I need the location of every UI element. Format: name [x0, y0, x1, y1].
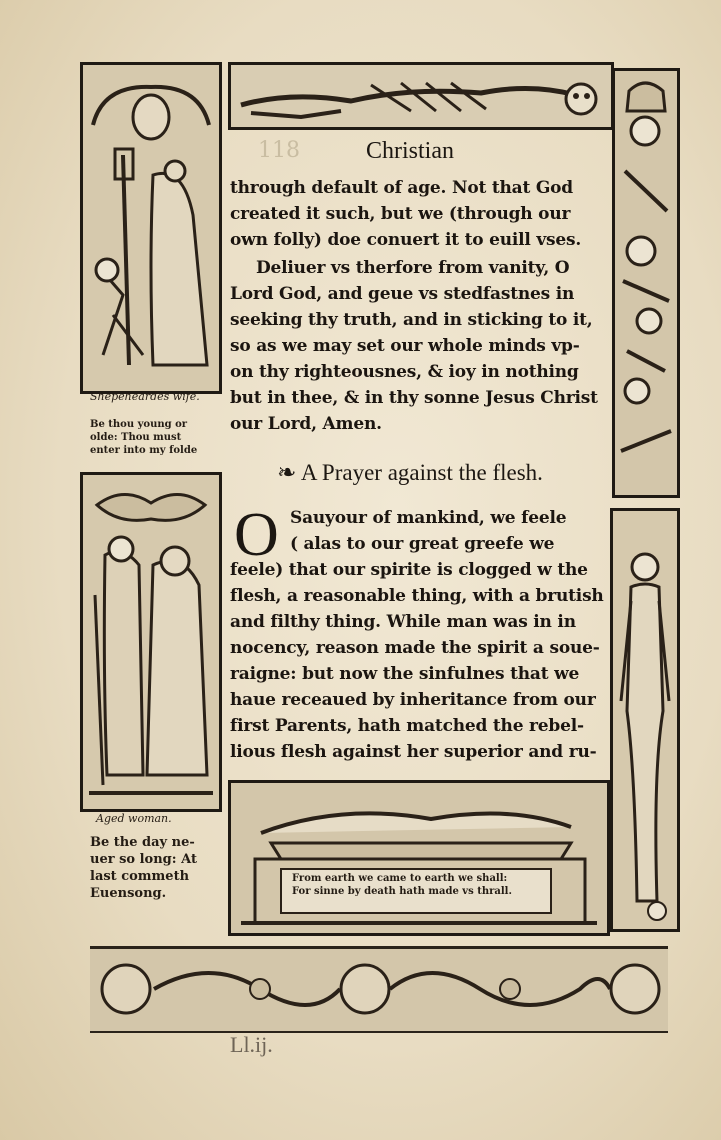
body-line: so as we may set our whole minds vp- [230, 336, 580, 356]
verse-line: Be the day ne- [90, 835, 195, 850]
caption-shepherds-wife: Shepeheardes wife. [90, 390, 200, 403]
reclining-skeleton-illustration [231, 65, 611, 127]
verse-line: enter into my folde [90, 445, 198, 456]
inscription-line: From earth we came to earth we shall: [292, 873, 508, 884]
prayer-line: Sauyour of mankind, we feele [290, 508, 567, 528]
prayer-line: nocency, reason made the spirit a soue- [230, 638, 600, 658]
prayer-line: first Parents, hath matched the rebel- [230, 716, 584, 736]
prayer-title: ❧ A Prayer against the flesh. [277, 460, 543, 485]
body-line: Lord God, and geue vs stedfastnes in [230, 284, 575, 304]
body-line: own folly) doe conuert it to euill vses. [230, 230, 582, 250]
prayer-line: ( alas to our great greefe we [290, 534, 555, 554]
verse-shepherds-wife [90, 418, 197, 457]
body-line: through default of age. Not that God [230, 178, 573, 198]
caption-aged-woman: Aged woman. [96, 812, 172, 825]
verse-line: Be thou young or [90, 419, 188, 430]
inscription-line: For sinne by death hath made vs thrall. [292, 886, 512, 897]
bottom-tomb-woodcut [228, 780, 610, 936]
show-through-page-number: 118 [258, 138, 300, 163]
prayer-line: feele) that our spirite is clogged w the [230, 560, 588, 580]
verse-line: uer so long: At [90, 852, 197, 867]
verse-aged-woman [90, 834, 197, 902]
prayer-line: raigne: but now the sinfulnes that we [230, 664, 580, 684]
body-line: Deliuer vs therfore from vanity, O [256, 258, 570, 278]
corpse-on-tomb-illustration [231, 783, 607, 933]
body-line: seeking thy truth, and in sticking to it, [230, 310, 593, 330]
prayer-line: haue receaued by inheritance from our [230, 690, 596, 710]
foliage-and-masks-ornament [90, 949, 668, 1031]
ornamental-border-band [90, 946, 668, 1033]
left-woodcut-aged-woman [80, 472, 222, 812]
body-line: but in thee, & in thy sonne Jesus Christ [230, 388, 598, 408]
death-and-old-woman-illustration [83, 475, 219, 809]
prayer-line: flesh, a reasonable thing, with a brutish [230, 586, 604, 606]
left-woodcut-shepherds-wife [80, 62, 222, 394]
signature-mark: Ll.ij. [230, 1032, 273, 1057]
death-and-shepherdess-illustration [83, 65, 219, 391]
standing-corpse-illustration [613, 511, 677, 929]
drop-capital: O [234, 501, 279, 569]
body-line: created it such, but we (through our [230, 204, 571, 224]
running-head: Christian [366, 138, 454, 164]
body-line: our Lord, Amen. [230, 414, 382, 434]
verse-line: olde: Thou must [90, 432, 182, 443]
right-woodcut-bones [612, 68, 680, 498]
right-woodcut-standing-figure [610, 508, 680, 932]
skulls-and-bones-illustration [615, 71, 677, 495]
prayer-line: and filthy thing. While man was in in [230, 612, 576, 632]
body-line: on thy righteousnes, & ioy in nothing [230, 362, 579, 382]
verse-line: last commeth [90, 869, 190, 884]
top-skeleton-woodcut [228, 62, 614, 130]
tomb-inscription [292, 872, 512, 898]
prayer-line: lious flesh against her superior and ru- [230, 742, 597, 762]
verse-line: Euensong. [90, 886, 167, 901]
text-column [230, 128, 610, 776]
